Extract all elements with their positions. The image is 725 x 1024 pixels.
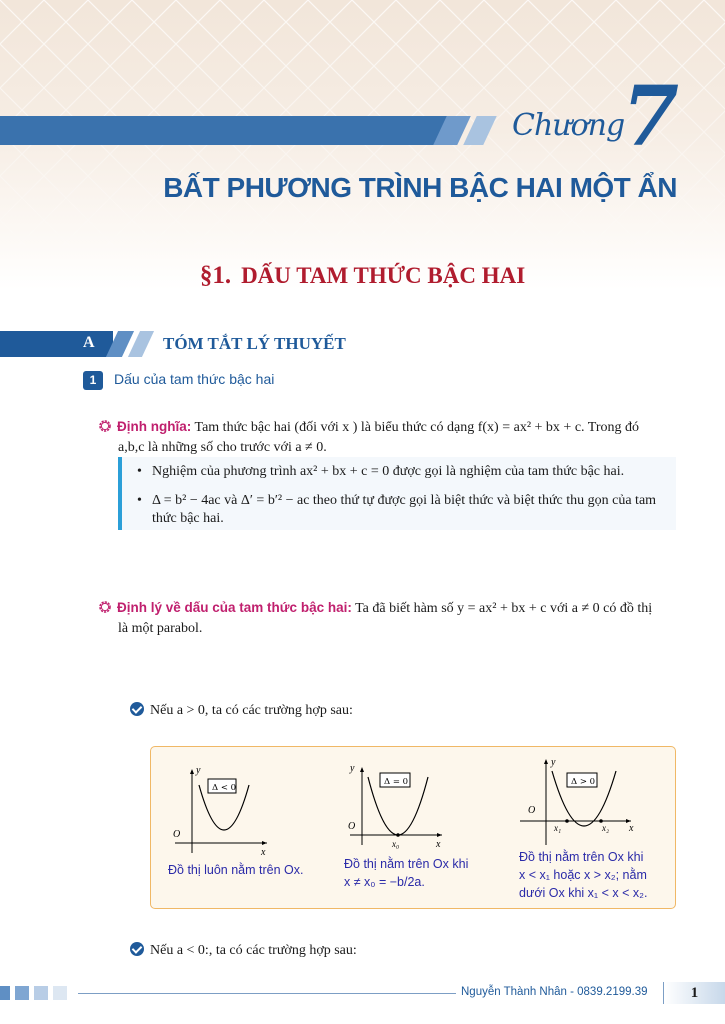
parabol-graph-delta-positive — [516, 755, 641, 847]
part-title: TÓM TẮT LÝ THUYẾT — [163, 334, 346, 353]
check-circle-icon — [130, 942, 144, 956]
theorem-paragraph — [98, 598, 678, 639]
page-number: 1 — [663, 982, 725, 1004]
svg-text:O: O — [348, 821, 356, 832]
svg-text:x: x — [436, 839, 441, 850]
part-banner-bar — [0, 331, 113, 357]
theorem-term: Định lý về dấu của tam thức bậc hai: — [117, 600, 352, 615]
gear-icon — [98, 600, 112, 614]
parabol-graph-delta-zero — [346, 763, 446, 853]
header-background — [0, 0, 725, 290]
gear-icon — [98, 419, 112, 433]
definition-text-1: Tam thức bậc hai (đối với x ) là biểu thức có dạng f(x) = ax² + bx + c. Trong đó — [194, 420, 639, 435]
svg-text:x₀: x₀ — [392, 839, 400, 849]
case-positive-line — [130, 702, 353, 719]
svg-text:x: x — [629, 823, 634, 834]
chapter-label: Chương — [512, 108, 625, 143]
svg-text:x₂: x₂ — [602, 823, 610, 833]
graph-caption-3-line-2: x < x₁ hoặc x > x₂; nằm — [519, 868, 647, 882]
lattice-pattern — [0, 0, 725, 290]
graph-caption-3 — [519, 848, 669, 902]
footer-author: Nguyễn Thành Nhân - 0839.2199.39 — [461, 986, 648, 998]
subsection-number-badge: 1 — [83, 371, 103, 390]
definition-paragraph — [98, 417, 678, 458]
chapter-banner-bar — [0, 116, 448, 145]
graph-caption-3-line-3: dưới Ox khi x₁ < x < x₂. — [519, 886, 648, 900]
svg-text:Δ = 0: Δ = 0 — [384, 777, 409, 787]
footer-decor-square — [15, 986, 29, 1000]
footer-decor-square — [34, 986, 48, 1000]
cases-box — [150, 746, 676, 909]
svg-text:Δ < 0: Δ < 0 — [212, 783, 237, 793]
case-positive-text: Nếu a > 0, ta có các trường hợp sau: — [150, 703, 353, 718]
part-letter: A — [83, 334, 95, 351]
graph-caption-1: Đồ thị luôn nằm trên Ox. — [168, 863, 304, 877]
chapter-title: BẤT PHƯƠNG TRÌNH BẬC HAI MỘT ẨN — [163, 172, 677, 203]
definition-note-box — [118, 457, 676, 530]
theorem-text-1: Ta đã biết hàm số y = ax² + bx + c với a ≠ 0 có đồ thị — [355, 601, 653, 616]
theorem-text-2: là một parabol. — [118, 621, 203, 636]
footer-decor-square — [0, 986, 10, 1000]
case-negative-line — [130, 942, 357, 959]
section-title: DẤU TAM THỨC BẬC HAI — [241, 263, 526, 288]
svg-text:x: x — [261, 847, 266, 858]
check-circle-icon — [130, 702, 144, 716]
graph-caption-2 — [344, 855, 494, 891]
graph-caption-2-line-2: x ≠ x₀ = −b/2a. — [344, 875, 425, 889]
chapter-number: 7 — [622, 69, 680, 165]
parabol-graph-delta-negative — [171, 763, 271, 858]
svg-text:y: y — [196, 765, 201, 776]
graph-caption-3-line-1: Đồ thị nằm trên Ox khi — [519, 850, 644, 864]
section-number: §1. — [199, 262, 232, 289]
graph-caption-2-line-1: Đồ thị nằm trên Ox khi — [344, 857, 469, 871]
footer-decor-square — [53, 986, 67, 1000]
svg-text:y: y — [350, 763, 355, 774]
svg-text:y: y — [551, 757, 556, 768]
definition-bullet: • Δ = b² − 4ac và Δ′ = b′² − ac theo thứ tự được gọi là biệt thức và biệt thức thu gọn của tam thức bậc hai. — [152, 492, 677, 528]
definition-term: Định nghĩa: — [117, 419, 192, 434]
definition-text-2: a,b,c là những số cho trước với a ≠ 0. — [118, 440, 327, 455]
svg-text:Δ > 0: Δ > 0 — [571, 777, 596, 787]
svg-text:O: O — [173, 829, 181, 840]
case-negative-text: Nếu a < 0:, ta có các trường hợp sau: — [150, 943, 357, 958]
definition-bullet: • Nghiệm của phương trình ax² + bx + c = 0 được gọi là nghiệm của tam thức bậc hai. — [152, 463, 677, 481]
svg-text:x₁: x₁ — [554, 823, 562, 833]
footer-rule — [78, 993, 456, 994]
section-heading — [0, 262, 725, 290]
subsection-title: Dấu của tam thức bậc hai — [114, 371, 275, 387]
svg-text:O: O — [528, 805, 536, 816]
